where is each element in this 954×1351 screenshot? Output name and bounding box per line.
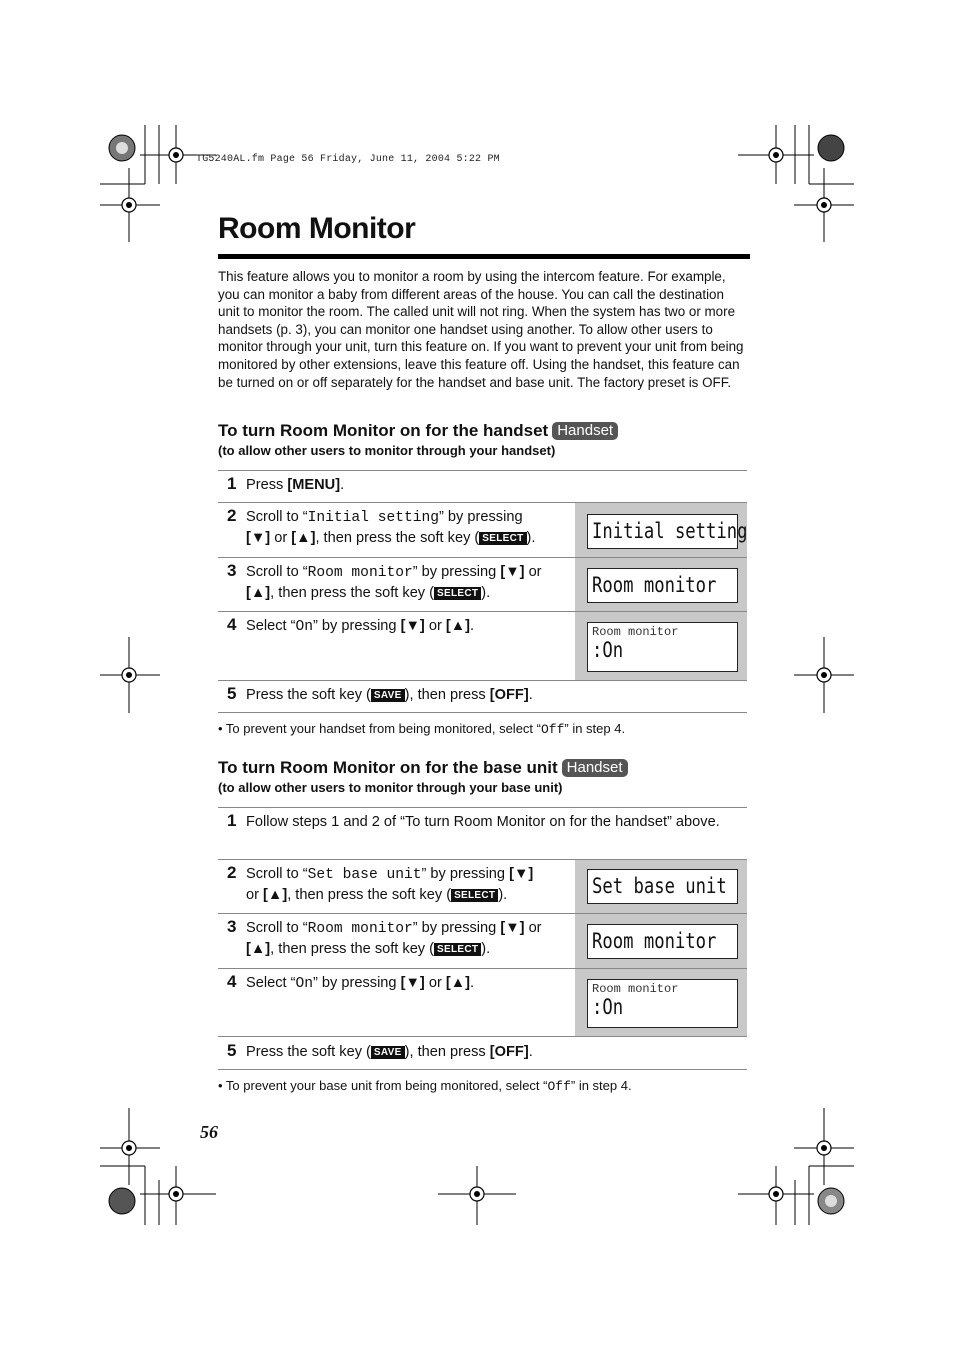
down-key: [▼] [400,618,425,634]
step-number: 4 [227,972,237,991]
page-number: 56 [200,1122,218,1142]
off-key: [OFF] [489,687,529,703]
step-5-text: Press the soft key ( SAVE ), then press [OFF]. [246,1044,533,1060]
up-key: [▲] [263,886,288,903]
up-key: [▲] [246,584,271,601]
up-key: [▲] [246,940,271,957]
page-title: Room Monitor [218,212,416,245]
divider [218,1069,747,1070]
section-title-text: To turn Room Monitor on for the handset [218,421,549,440]
lcd-display: Room monitor :On [587,622,738,672]
menu-key: [MENU] [287,477,341,493]
step-number: 2 [227,863,237,882]
select-soft-key-icon: SELECT [434,943,481,956]
off-key: [OFF] [489,1044,529,1060]
lcd-display: Initial setting [587,514,738,549]
step-4-text: Select “On” by pressing [▼] or [▲]. [246,975,475,992]
up-key: [▲] [445,618,471,634]
save-soft-key-icon: SAVE [371,1046,405,1059]
file-header-meta: TG5240AL.fm Page 56 Friday, June 11, 2004 5:22 PM [196,154,500,165]
note-handset: • To prevent your handset from being monitored, select “Off” in step 4. [218,721,626,737]
divider [218,502,747,503]
step-3 [227,561,236,581]
divider [218,557,747,558]
section-base-title [218,758,628,778]
select-soft-key-icon: SELECT [451,889,498,902]
section-base-subtitle: (to allow other users to monitor through your base unit) [218,780,563,795]
step-number: 1 [227,474,237,493]
step-number: 1 [227,811,237,830]
step-3-text: Scroll to “Room monitor” by pressing [▼] or [▲], then press the soft key ( SELECT ). [246,564,542,601]
lcd-display: Room monitor [587,924,738,959]
step-number: 5 [227,684,237,703]
divider [218,913,747,914]
step-2 [227,506,236,526]
lcd-display: Set base unit [587,869,738,904]
step-5 [227,1041,236,1061]
step-number: 3 [227,917,237,936]
select-soft-key-icon: SELECT [479,532,526,545]
lcd-display: Room monitor [587,568,738,603]
title-rule [218,254,750,259]
step-5 [227,684,236,704]
down-key: [▼] [500,920,525,936]
intro-paragraph: This feature allows you to monitor a room by using the intercom feature. For example, you can monitor a baby from different areas of the house. You can call the destination unit to monitor the room. The called unit will not ring. When the system has two or more handsets (p. 3), you can monitor one handset using another. To allow other users to monitor through your unit, turn this feature on. If you want to prevent your unit from being monitored by other extensions, leave this feature off. Using the handset, this feature can be turned on or off separately for the handset and base unit. The factory preset is OFF. [218,269,744,390]
divider [218,470,747,471]
step-number: 5 [227,1041,237,1060]
divider [218,859,747,860]
step-4-text: Select “On” by pressing [▼] or [▲]. [246,618,475,635]
step-number: 4 [227,615,237,634]
step-number: 2 [227,506,237,525]
step-3-text: Scroll to “Room monitor” by pressing [▼] or [▲], then press the soft key ( SELECT ). [246,920,542,957]
step-3 [227,917,236,937]
up-key: [▲] [291,529,316,546]
divider [218,807,747,808]
down-key: [▼] [400,975,425,991]
divider [218,968,747,969]
divider [218,680,747,681]
divider [218,611,747,612]
step-1-text: Follow steps 1 and 2 of “To turn Room Monitor on for the handset” above. [246,814,720,830]
up-key: [▲] [445,975,471,991]
down-key: [▼] [509,866,534,882]
step-2 [227,863,236,883]
step-1 [227,474,236,494]
step-2-text: Scroll to “Initial setting” by pressing [▼] or [▲], then press the soft key ( SELECT ). [246,509,536,546]
save-soft-key-icon: SAVE [371,689,405,702]
step-4 [227,972,236,992]
down-key: [▼] [246,529,271,546]
step-1-text: Press [MENU]. [246,477,345,493]
section-handset-title [218,421,618,441]
section-handset-subtitle: (to allow other users to monitor through your handset) [218,443,556,458]
down-key: [▼] [500,564,525,580]
step-1 [227,811,236,831]
step-2-text: Scroll to “Set base unit” by pressing [▼] or [▲], then press the soft key ( SELECT ). [246,866,534,903]
handset-tag: Handset [552,422,618,440]
step-5-text: Press the soft key ( SAVE ), then press [OFF]. [246,687,533,703]
select-soft-key-icon: SELECT [434,587,481,600]
handset-tag: Handset [562,759,628,777]
step-number: 3 [227,561,237,580]
step-4 [227,615,236,635]
section-title-text: To turn Room Monitor on for the base unit [218,758,558,777]
note-base-unit: • To prevent your base unit from being monitored, select “Off” in step 4. [218,1078,632,1094]
lcd-display: Room monitor :On [587,979,738,1028]
divider [218,1036,747,1037]
divider [218,712,747,713]
